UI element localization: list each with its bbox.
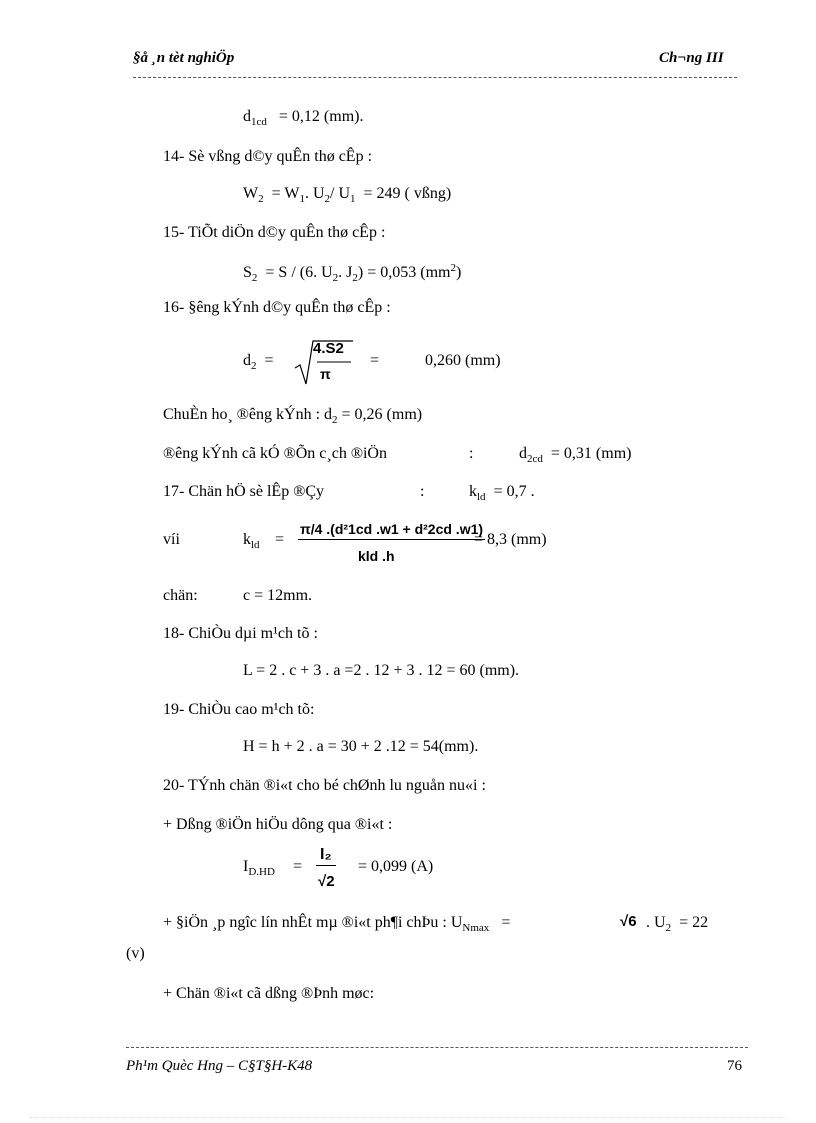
insulated-diameter-colon: : bbox=[469, 445, 474, 462]
idhd-var: $I_{D.HD}$ bbox=[243, 858, 275, 878]
kld-denominator: kld .h bbox=[358, 548, 395, 564]
insulated-diameter-value: $d_{2cd} = 0,31$ (mm) bbox=[519, 445, 632, 465]
idhd-eq: = bbox=[293, 858, 303, 875]
item-20: 20- TÝnh chän ®i«t cho bé chØnh lu nguån nu«i : bbox=[163, 777, 486, 794]
with-label: víi bbox=[163, 531, 180, 548]
item-17-value: $k_{ld} = 0,7$ . bbox=[469, 483, 535, 503]
sqrt6: √6 bbox=[620, 913, 637, 930]
item-15: 15- TiÕt diÖn d©y quÊn thø cÊp : bbox=[163, 224, 386, 241]
formula-w2: $W_2 = W_1$. $U_2/$ $U_1 = 249$ ( vßng) bbox=[243, 185, 452, 205]
footer-author: Ph¹m Quèc Hng – C§T§H-K48 bbox=[126, 1058, 313, 1074]
idhd-numerator: I₂ bbox=[316, 846, 336, 866]
item-16: 16- §êng kÝnh d©y quÊn thø cÊp : bbox=[163, 299, 391, 316]
choose-c: c = 12mm. bbox=[243, 587, 313, 604]
radical-numerator: 4.S2 bbox=[313, 340, 344, 357]
page-number: 76 bbox=[727, 1058, 742, 1074]
standardized-diameter: ChuÈn ho¸ ®êng kÝnh : $d_2 = 0,26$ (mm) bbox=[163, 406, 423, 426]
header-right: Ch¬ng III bbox=[659, 50, 724, 66]
idhd-denominator: √2 bbox=[318, 873, 335, 890]
kld-var: $k_{ld}$ bbox=[243, 531, 260, 551]
idhd-value: = 0,099 (A) bbox=[358, 858, 434, 875]
formula-s2: $S_2 = S / (6$. $U_2$. $J_2) = 0,053$ $(mm^2)$ bbox=[243, 262, 462, 284]
kld-numerator: π/4 .(d²1cd .w1 + d²2cd .w1) bbox=[298, 521, 485, 540]
footer-divider bbox=[126, 1047, 748, 1048]
header-divider bbox=[133, 77, 737, 78]
item-17: 17- Chän hÖ sè lÊp ®Çy bbox=[163, 483, 325, 500]
unit-v: (v) bbox=[126, 945, 145, 962]
reverse-voltage: + §iÖn ¸p ngîc lín nhÊt mµ ®i«t ph¶i chÞu : $U_{Nmax}$ = bbox=[163, 914, 511, 934]
item-18: 18- ChiÒu dµi m¹ch tõ : bbox=[163, 625, 318, 642]
formula-H: H = h + 2 . a = 30 + 2 .12 = 54(mm). bbox=[243, 738, 479, 755]
formula-L: L = 2 . c + 3 . a =2 . 12 + 3 . 12 = 60 (mm). bbox=[243, 662, 520, 679]
formula-d2-var: $d_2$ = bbox=[243, 352, 274, 372]
choose-label: chän: bbox=[163, 587, 198, 604]
line-d1cd: $d_{1cd}$ = 0,12 (mm). bbox=[243, 108, 364, 128]
reverse-voltage-tail: . $U_2 = 22$ bbox=[646, 914, 709, 934]
item-17-colon: : bbox=[420, 483, 425, 500]
kld-result: = 8,3 (mm) bbox=[474, 531, 547, 548]
item-14: 14- Sè vßng d©y quÊn thø cÊp : bbox=[163, 148, 373, 165]
radical-denominator: π bbox=[320, 366, 331, 382]
formula-d2-val: 0,260 (mm) bbox=[425, 352, 501, 369]
insulated-diameter: ®êng kÝnh cã kÓ ®Õn c¸ch ®iÖn bbox=[163, 445, 387, 462]
page-bottom-border bbox=[30, 1117, 786, 1118]
formula-d2-eq: = bbox=[370, 352, 380, 369]
item-19: 19- ChiÒu cao m¹ch tõ: bbox=[163, 701, 315, 718]
kld-eq: = bbox=[275, 531, 285, 548]
header-left: §å ¸n tèt nghiÖp bbox=[133, 50, 235, 66]
rms-current-label: + Dßng ®iÖn hiÖu dông qua ®i«t : bbox=[163, 816, 393, 833]
choose-diode: + Chän ®i«t cã dßng ®Þnh møc: bbox=[163, 985, 375, 1002]
